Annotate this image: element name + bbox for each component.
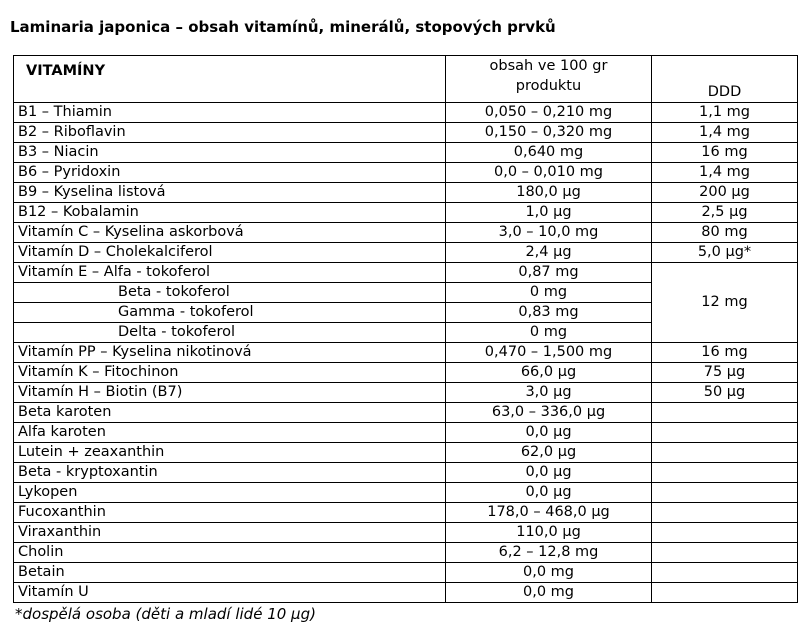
table-row <box>14 363 798 383</box>
row-amount: 0,050 – 0,210 mg <box>446 103 652 123</box>
header-vitamins: VITAMÍNY <box>14 56 446 103</box>
row-amount: 110,0 µg <box>446 523 652 543</box>
table-row <box>14 543 798 563</box>
header-amount-line1: obsah ve 100 gr <box>489 58 608 74</box>
header-amount <box>446 56 652 103</box>
row-name: B9 – Kyselina listová <box>14 183 446 203</box>
row-ddd-vitamin-e: 12 mg <box>652 263 798 343</box>
row-ddd: 1,1 mg <box>652 103 798 123</box>
table-row <box>14 403 798 423</box>
row-ddd: 2,5 µg <box>652 203 798 223</box>
row-name: Vitamín K – Fitochinon <box>14 363 446 383</box>
table-row <box>14 123 798 143</box>
row-name: Delta - tokoferol <box>14 323 446 343</box>
document-title: Laminaria japonica – obsah vitamínů, minerálů, stopových prvků <box>10 18 556 36</box>
row-amount: 0,0 µg <box>446 463 652 483</box>
row-name: Vitamín U <box>14 583 446 603</box>
row-name: Beta karoten <box>14 403 446 423</box>
row-amount: 0,0 mg <box>446 583 652 603</box>
row-amount: 3,0 – 10,0 mg <box>446 223 652 243</box>
row-amount: 0,83 mg <box>446 303 652 323</box>
table-row <box>14 263 798 283</box>
row-ddd <box>652 483 798 503</box>
row-name: Alfa karoten <box>14 423 446 443</box>
row-name: Viraxanthin <box>14 523 446 543</box>
row-amount: 3,0 µg <box>446 383 652 403</box>
row-amount: 0,0 mg <box>446 563 652 583</box>
row-ddd <box>652 463 798 483</box>
row-ddd: 50 µg <box>652 383 798 403</box>
row-ddd <box>652 543 798 563</box>
table-row <box>14 163 798 183</box>
row-amount: 0,0 µg <box>446 423 652 443</box>
row-name: B6 – Pyridoxin <box>14 163 446 183</box>
header-ddd: DDD <box>652 56 798 103</box>
row-amount: 180,0 µg <box>446 183 652 203</box>
row-name: Vitamín C – Kyselina askorbová <box>14 223 446 243</box>
row-name: B12 – Kobalamin <box>14 203 446 223</box>
row-name: Vitamín H – Biotin (B7) <box>14 383 446 403</box>
footnote: *dospělá osoba (děti a mladí lidé 10 µg) <box>15 605 316 623</box>
row-name: Beta - kryptoxantin <box>14 463 446 483</box>
row-ddd <box>652 563 798 583</box>
row-amount: 2,4 µg <box>446 243 652 263</box>
row-ddd: 80 mg <box>652 223 798 243</box>
header-amount-line2: produktu <box>515 78 582 94</box>
table-row <box>14 243 798 263</box>
row-ddd <box>652 523 798 543</box>
row-name: Gamma - tokoferol <box>14 303 446 323</box>
row-name: Beta - tokoferol <box>14 283 446 303</box>
table-row <box>14 203 798 223</box>
row-amount: 6,2 – 12,8 mg <box>446 543 652 563</box>
row-ddd: 1,4 mg <box>652 163 798 183</box>
row-amount: 0,87 mg <box>446 263 652 283</box>
table-row <box>14 103 798 123</box>
row-amount: 0,0 µg <box>446 483 652 503</box>
row-amount: 0 mg <box>446 283 652 303</box>
row-amount: 178,0 – 468,0 µg <box>446 503 652 523</box>
row-amount: 0,470 – 1,500 mg <box>446 343 652 363</box>
table-row <box>14 483 798 503</box>
table-row <box>14 423 798 443</box>
row-name: Betain <box>14 563 446 583</box>
table-row <box>14 343 798 363</box>
row-ddd <box>652 403 798 423</box>
row-ddd: 5,0 µg* <box>652 243 798 263</box>
row-name: Vitamín D – Cholekalciferol <box>14 243 446 263</box>
row-amount: 0,150 – 0,320 mg <box>446 123 652 143</box>
row-amount: 0,0 – 0,010 mg <box>446 163 652 183</box>
row-amount: 1,0 µg <box>446 203 652 223</box>
row-ddd <box>652 423 798 443</box>
vitamin-table <box>13 55 798 603</box>
row-name: Vitamín E – Alfa - tokoferol <box>14 263 446 283</box>
row-name: B2 – Riboflavin <box>14 123 446 143</box>
row-ddd: 1,4 mg <box>652 123 798 143</box>
row-amount: 63,0 – 336,0 µg <box>446 403 652 423</box>
table-row <box>14 223 798 243</box>
row-ddd: 16 mg <box>652 143 798 163</box>
table-row <box>14 563 798 583</box>
table-row <box>14 523 798 543</box>
row-name: B3 – Niacin <box>14 143 446 163</box>
row-name: Vitamín PP – Kyselina nikotinová <box>14 343 446 363</box>
row-ddd: 16 mg <box>652 343 798 363</box>
row-amount: 0,640 mg <box>446 143 652 163</box>
row-ddd: 200 µg <box>652 183 798 203</box>
row-amount: 0 mg <box>446 323 652 343</box>
table-row <box>14 443 798 463</box>
row-name: Lykopen <box>14 483 446 503</box>
row-name: Lutein + zeaxanthin <box>14 443 446 463</box>
table-row <box>14 383 798 403</box>
row-amount: 62,0 µg <box>446 443 652 463</box>
table-row <box>14 463 798 483</box>
row-ddd <box>652 583 798 603</box>
row-name: Cholin <box>14 543 446 563</box>
row-ddd <box>652 443 798 463</box>
table-row <box>14 183 798 203</box>
row-name: B1 – Thiamin <box>14 103 446 123</box>
row-amount: 66,0 µg <box>446 363 652 383</box>
table-row <box>14 503 798 523</box>
table-row <box>14 583 798 603</box>
table-header-row <box>14 56 798 103</box>
row-ddd <box>652 503 798 523</box>
row-name: Fucoxanthin <box>14 503 446 523</box>
row-ddd: 75 µg <box>652 363 798 383</box>
table-row <box>14 143 798 163</box>
